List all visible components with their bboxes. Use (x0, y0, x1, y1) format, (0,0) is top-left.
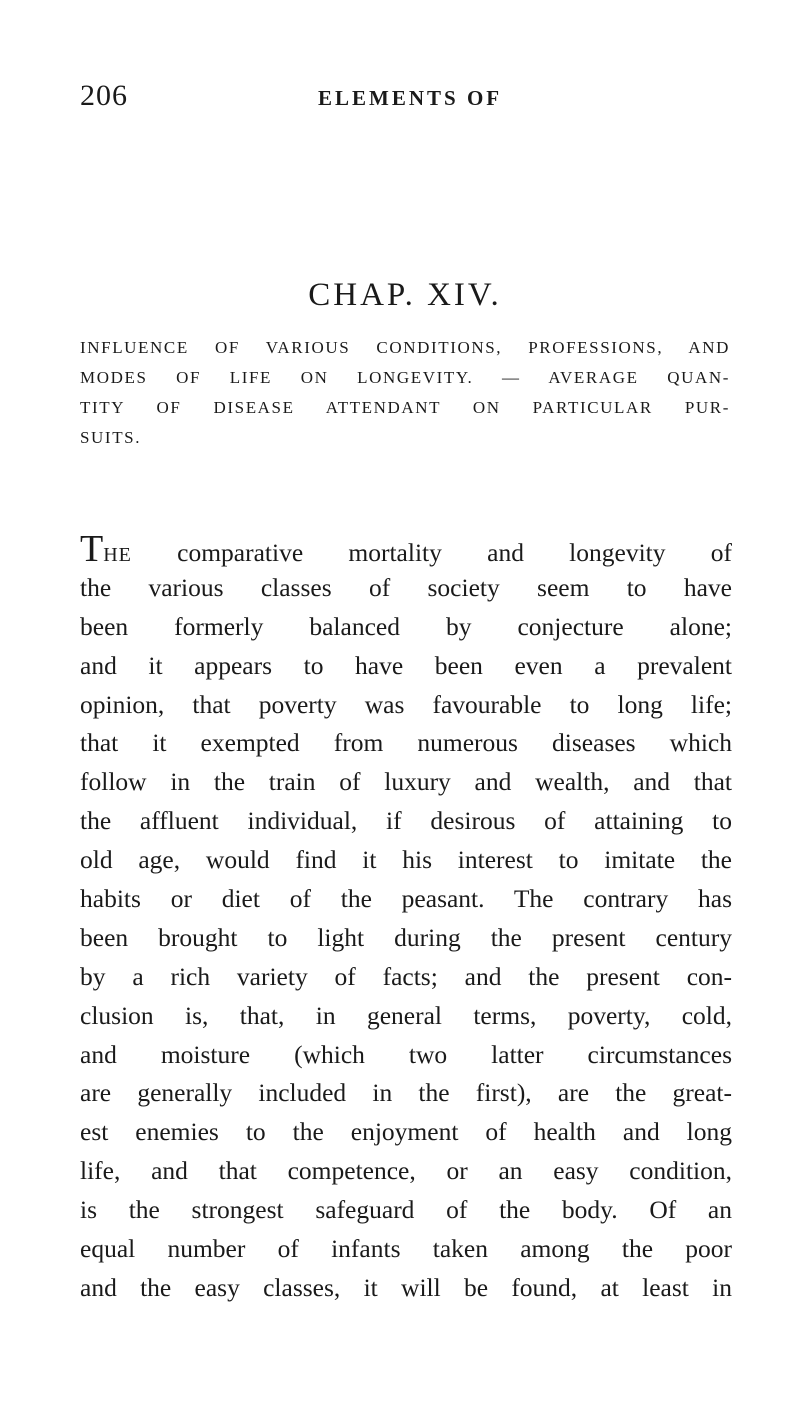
body-line: that it exempted from numerous diseases which (80, 728, 732, 758)
summary-line: SUITS. (80, 428, 142, 447)
body-paragraph (80, 530, 732, 1308)
body-line: clusion is, that, in general terms, poverty, cold, (80, 1000, 732, 1030)
body-line: is the strongest safeguard of the body. Of an (80, 1195, 732, 1225)
body-line: are generally included in the first), are the great- (80, 1078, 732, 1108)
body-line-first (80, 530, 732, 569)
body-line: been formerly balanced by conjecture alone; (80, 611, 732, 641)
running-title: ELEMENTS OF (318, 86, 503, 110)
body-line: been brought to light during the present century (80, 922, 732, 952)
body-line: and it appears to have been even a prevalent (80, 650, 732, 680)
chapter-summary (80, 333, 730, 453)
body-line: the various classes of society seem to have (80, 572, 732, 602)
opening-small-caps: HE (103, 544, 132, 566)
body-line: life, and that competence, or an easy condition, (80, 1156, 732, 1186)
body-line: est enemies to the enjoyment of health and long (80, 1117, 732, 1147)
running-head (80, 76, 730, 116)
body-line: opinion, that poverty was favourable to long life; (80, 689, 732, 719)
body-line: the affluent individual, if desirous of attaining to (80, 806, 732, 836)
body-line: habits or diet of the peasant. The contrary has (80, 884, 732, 914)
body-line: equal number of infants taken among the poor (80, 1234, 732, 1264)
body-line: by a rich variety of facts; and the present con- (80, 961, 732, 991)
body-line: follow in the train of luxury and wealth, and that (80, 767, 732, 797)
body-line: and the easy classes, it will be found, at least in (80, 1272, 732, 1302)
chapter-title: CHAP. XIV. (308, 277, 502, 313)
page-number: 206 (80, 79, 128, 112)
summary-line: TITY OF DISEASE ATTENDANT ON PARTICULAR PUR- (80, 398, 730, 417)
summary-line: MODES OF LIFE ON LONGEVITY. — AVERAGE QUAN- (80, 368, 730, 387)
body-line: and moisture (which two latter circumstances (80, 1039, 732, 1069)
drop-initial: T (80, 528, 104, 570)
first-line-text: comparative mortality and longevity of (131, 538, 732, 567)
body-line: old age, would find it his interest to imitate the (80, 845, 732, 875)
summary-line: INFLUENCE OF VARIOUS CONDITIONS, PROFESSIONS, AND (80, 338, 730, 357)
